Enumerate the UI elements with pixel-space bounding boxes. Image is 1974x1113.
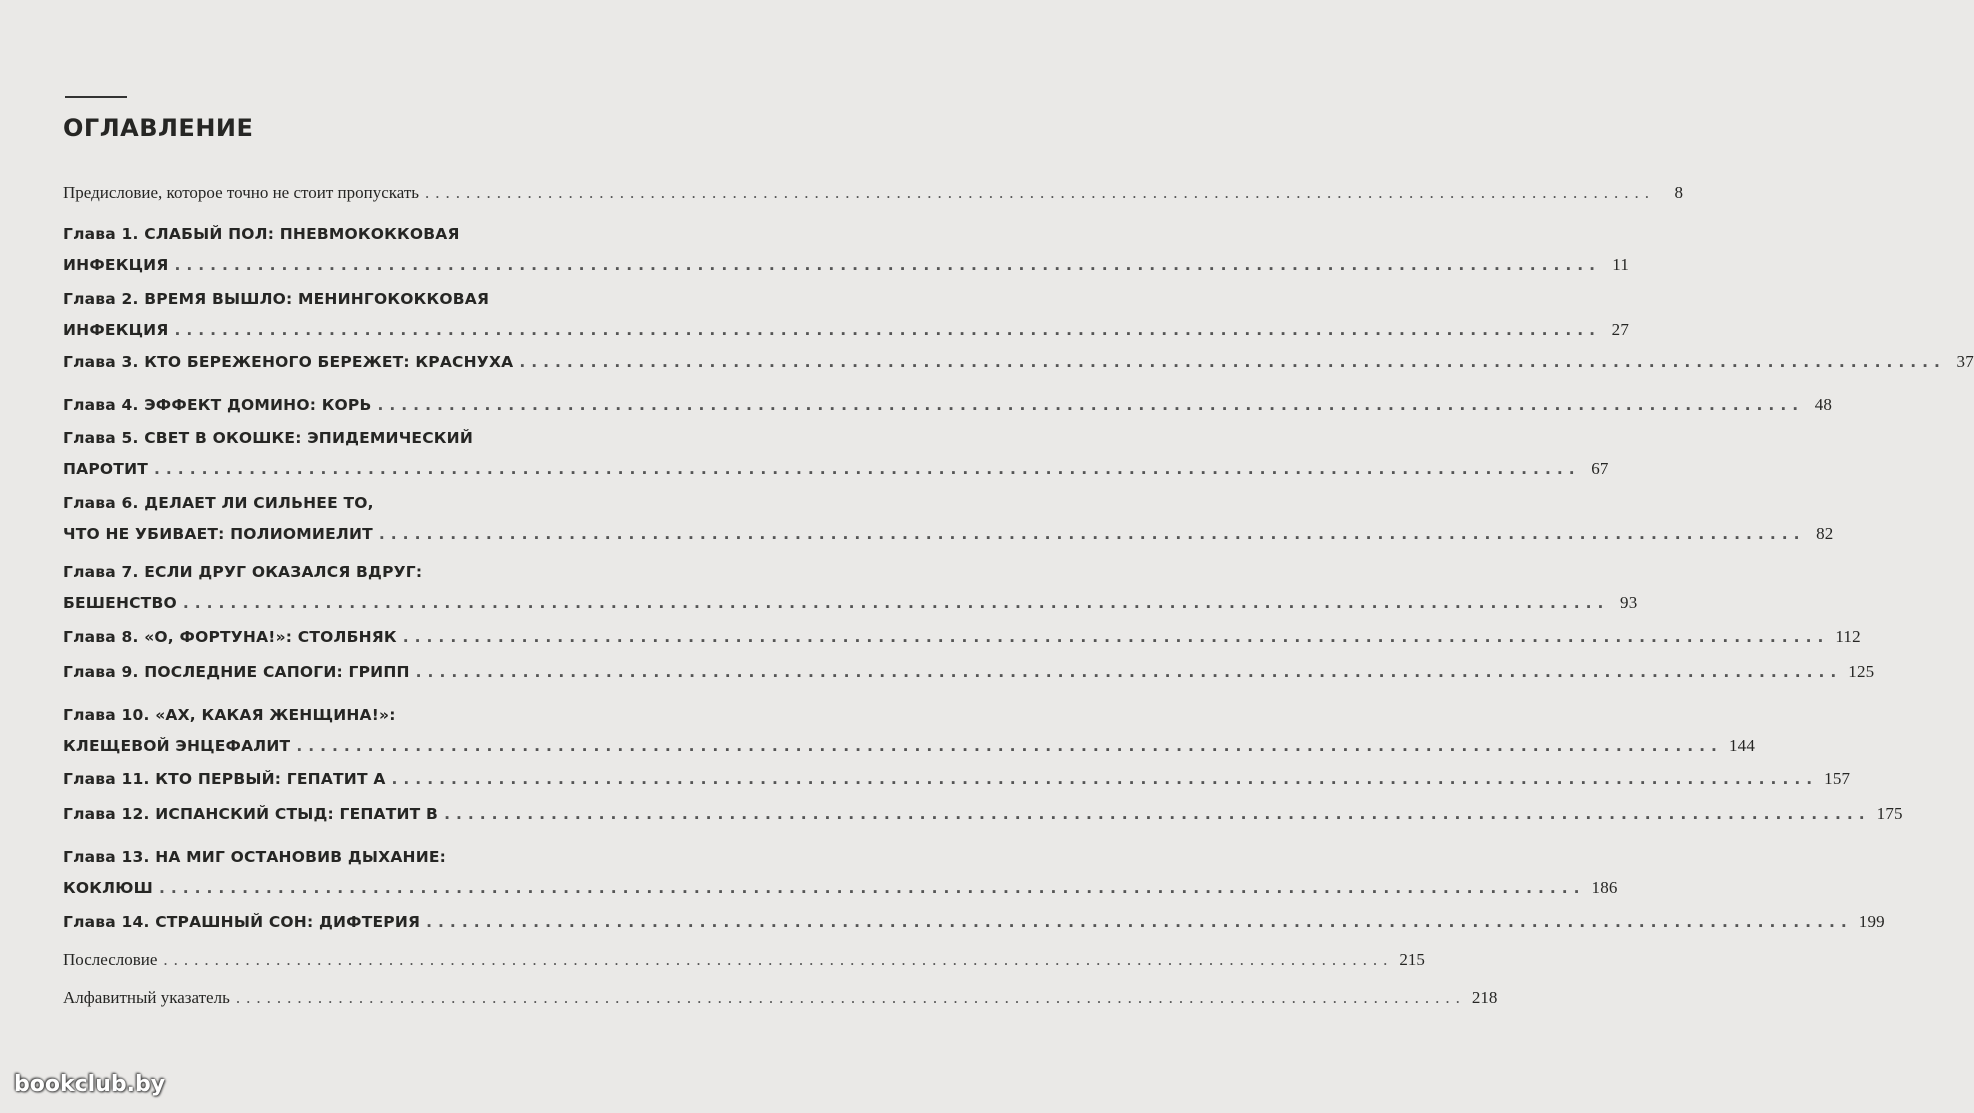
toc-entry-title: Глава 10. «АХ, КАКАЯ ЖЕНЩИНА!»:: [63, 706, 396, 724]
toc-leader-dots: ........................................................................................................................: [425, 183, 1656, 202]
toc-entry: [63, 395, 1833, 425]
toc-entry-line: [63, 736, 1756, 766]
toc-entry-title: Глава 11. КТО ПЕРВЫЙ: ГЕПАТИТ А: [63, 770, 386, 788]
site-watermark: bookclub.by: [14, 1072, 166, 1097]
toc-page-number: 157: [1824, 769, 1851, 788]
toc-page-number: 67: [1591, 459, 1609, 478]
toc-entry-title: Глава 6. ДЕЛАЕТ ЛИ СИЛЬНЕЕ ТО,: [63, 494, 374, 512]
toc-leader-dots: ........................................................................................................................: [163, 950, 1394, 969]
toc-entry: [63, 352, 1974, 382]
toc-entry-title: КОКЛЮШ: [63, 879, 153, 897]
toc-entry-title: Глава 1. СЛАБЫЙ ПОЛ: ПНЕВМОКОККОВАЯ: [63, 225, 460, 243]
toc-leader-dots: ........................................................................................................................: [391, 770, 1819, 788]
toc-entry-line: [63, 524, 1834, 554]
toc-entry-line: [63, 593, 1638, 623]
toc-page-number: 82: [1816, 524, 1834, 543]
toc-page-number: 112: [1835, 627, 1861, 646]
toc-entry-line: [63, 320, 1630, 350]
toc-entry: [63, 494, 1834, 554]
toc-entry-title: Глава 7. ЕСЛИ ДРУГ ОКАЗАЛСЯ ВДРУГ:: [63, 563, 423, 581]
toc-leader-dots: ........................................................................................................................: [426, 913, 1853, 931]
toc-page-number: 11: [1612, 255, 1630, 274]
toc-entry: [63, 950, 1425, 980]
toc-entry-title: ИНФЕКЦИЯ: [63, 256, 169, 274]
toc-leader-dots: ........................................................................................................................: [378, 525, 1806, 543]
title-rule: [65, 96, 127, 98]
toc-entry-line: [63, 183, 1684, 213]
toc-leader-dots: ........................................................................................................................: [444, 805, 1871, 823]
toc-entry-title: Глава 13. НА МИГ ОСТАНОВИВ ДЫХАНИЕ:: [63, 848, 447, 866]
toc-entry-line: [63, 429, 591, 459]
toc-page-number: 48: [1814, 395, 1833, 414]
toc-page-number: 215: [1399, 950, 1425, 969]
toc-entry-title: БЕШЕНСТВО: [63, 594, 177, 612]
toc-page-number: 93: [1620, 593, 1638, 612]
toc-page-number: 125: [1848, 662, 1875, 681]
toc-entry: [63, 912, 1885, 942]
toc-entry-line: [63, 804, 1903, 834]
toc-leader-dots: ........................................................................................................................: [377, 396, 1805, 414]
toc-entry-line: [63, 255, 1630, 285]
toc-page-number: 186: [1591, 878, 1618, 897]
toc-entry: [63, 769, 1851, 799]
toc-leader-dots: ........................................................................................................................: [402, 628, 1830, 646]
toc-entry: [63, 290, 1630, 350]
toc-entry: [63, 429, 1609, 489]
toc-entry-line: [63, 563, 591, 593]
toc-entry-title: Предисловие, которое точно не стоит пропускать: [63, 183, 420, 202]
toc-entry-line: [63, 459, 1609, 489]
toc-leader-dots: ........................................................................................................................: [235, 988, 1466, 1007]
toc-leader-dots: ........................................................................................................................: [154, 460, 1581, 478]
toc-leader-dots: ........................................................................................................................: [519, 353, 1946, 371]
toc-entry-title: Глава 12. ИСПАНСКИЙ СТЫД: ГЕПАТИТ В: [63, 805, 439, 823]
toc-entry-title: Послесловие: [63, 950, 158, 969]
toc-entry-line: [63, 769, 1851, 799]
toc-entry-line: [63, 627, 1861, 657]
toc-entry-line: [63, 988, 1498, 1018]
toc-page-number: 218: [1471, 988, 1498, 1007]
toc-entry-line: [63, 494, 591, 524]
toc-entry-title: ПАРОТИТ: [63, 460, 149, 478]
toc-leader-dots: ........................................................................................................................: [415, 663, 1843, 681]
toc-entry-line: [63, 662, 1875, 692]
toc-entry-title: Глава 14. СТРАШНЫЙ СОН: ДИФТЕРИЯ: [63, 913, 421, 931]
toc-entry-title: ЧТО НЕ УБИВАЕТ: ПОЛИОМИЕЛИТ: [63, 525, 373, 543]
toc-leader-dots: ........................................................................................................................: [174, 321, 1602, 339]
toc-entry-line: [63, 225, 591, 255]
toc-entry-title: Глава 2. ВРЕМЯ ВЫШЛО: МЕНИНГОКОККОВАЯ: [63, 290, 490, 308]
toc-entry: [63, 804, 1903, 834]
toc-entry-title: Алфавитный указатель: [63, 988, 230, 1007]
toc-leader-dots: ........................................................................................................................: [182, 594, 1610, 612]
toc-entry: [63, 563, 1638, 623]
toc-entry: [63, 988, 1498, 1018]
toc-entry-title: Глава 9. ПОСЛЕДНИЕ САПОГИ: ГРИПП: [63, 663, 410, 681]
toc-page-number: 37: [1956, 352, 1974, 371]
toc-leader-dots: ........................................................................................................................: [174, 256, 1602, 274]
toc-entry: [63, 662, 1875, 692]
toc-entry: [63, 848, 1618, 908]
toc-page-number: 144: [1728, 736, 1756, 755]
toc-entry-line: [63, 878, 1618, 908]
toc-entry-line: [63, 706, 591, 736]
toc-entry-title: КЛЕЩЕВОЙ ЭНЦЕФАЛИТ: [63, 737, 291, 755]
toc-leader-dots: ........................................................................................................................: [296, 737, 1723, 755]
page-title: ОГЛАВЛЕНИЕ: [63, 114, 254, 142]
toc-entry-line: [63, 395, 1833, 425]
toc-entry-title: ИНФЕКЦИЯ: [63, 321, 169, 339]
toc-entry-line: [63, 352, 1974, 382]
toc-page-number: 199: [1858, 912, 1885, 931]
toc-page-number: 27: [1611, 320, 1630, 339]
toc-entry-title: Глава 4. ЭФФЕКТ ДОМИНО: КОРЬ: [63, 396, 372, 414]
toc-entry: [63, 225, 1630, 285]
toc-entry-title: Глава 5. СВЕТ В ОКОШКЕ: ЭПИДЕМИЧЕСКИЙ: [63, 429, 474, 447]
toc-entry-line: [63, 912, 1885, 942]
toc-entry: [63, 627, 1861, 657]
toc-leader-dots: ........................................................................................................................: [158, 879, 1586, 897]
toc-entry-title: Глава 8. «О, ФОРТУНА!»: СТОЛБНЯК: [63, 628, 397, 646]
toc-page-number: 175: [1876, 804, 1903, 823]
toc-entry-line: [63, 848, 591, 878]
toc-page-number: 8: [1674, 183, 1684, 202]
toc-entry: [63, 183, 1684, 213]
toc-entry-title: Глава 3. КТО БЕРЕЖЕНОГО БЕРЕЖЕТ: КРАСНУХА: [63, 353, 514, 371]
toc-entry: [63, 706, 1756, 766]
toc-entry-line: [63, 950, 1425, 980]
toc-entry-line: [63, 290, 591, 320]
